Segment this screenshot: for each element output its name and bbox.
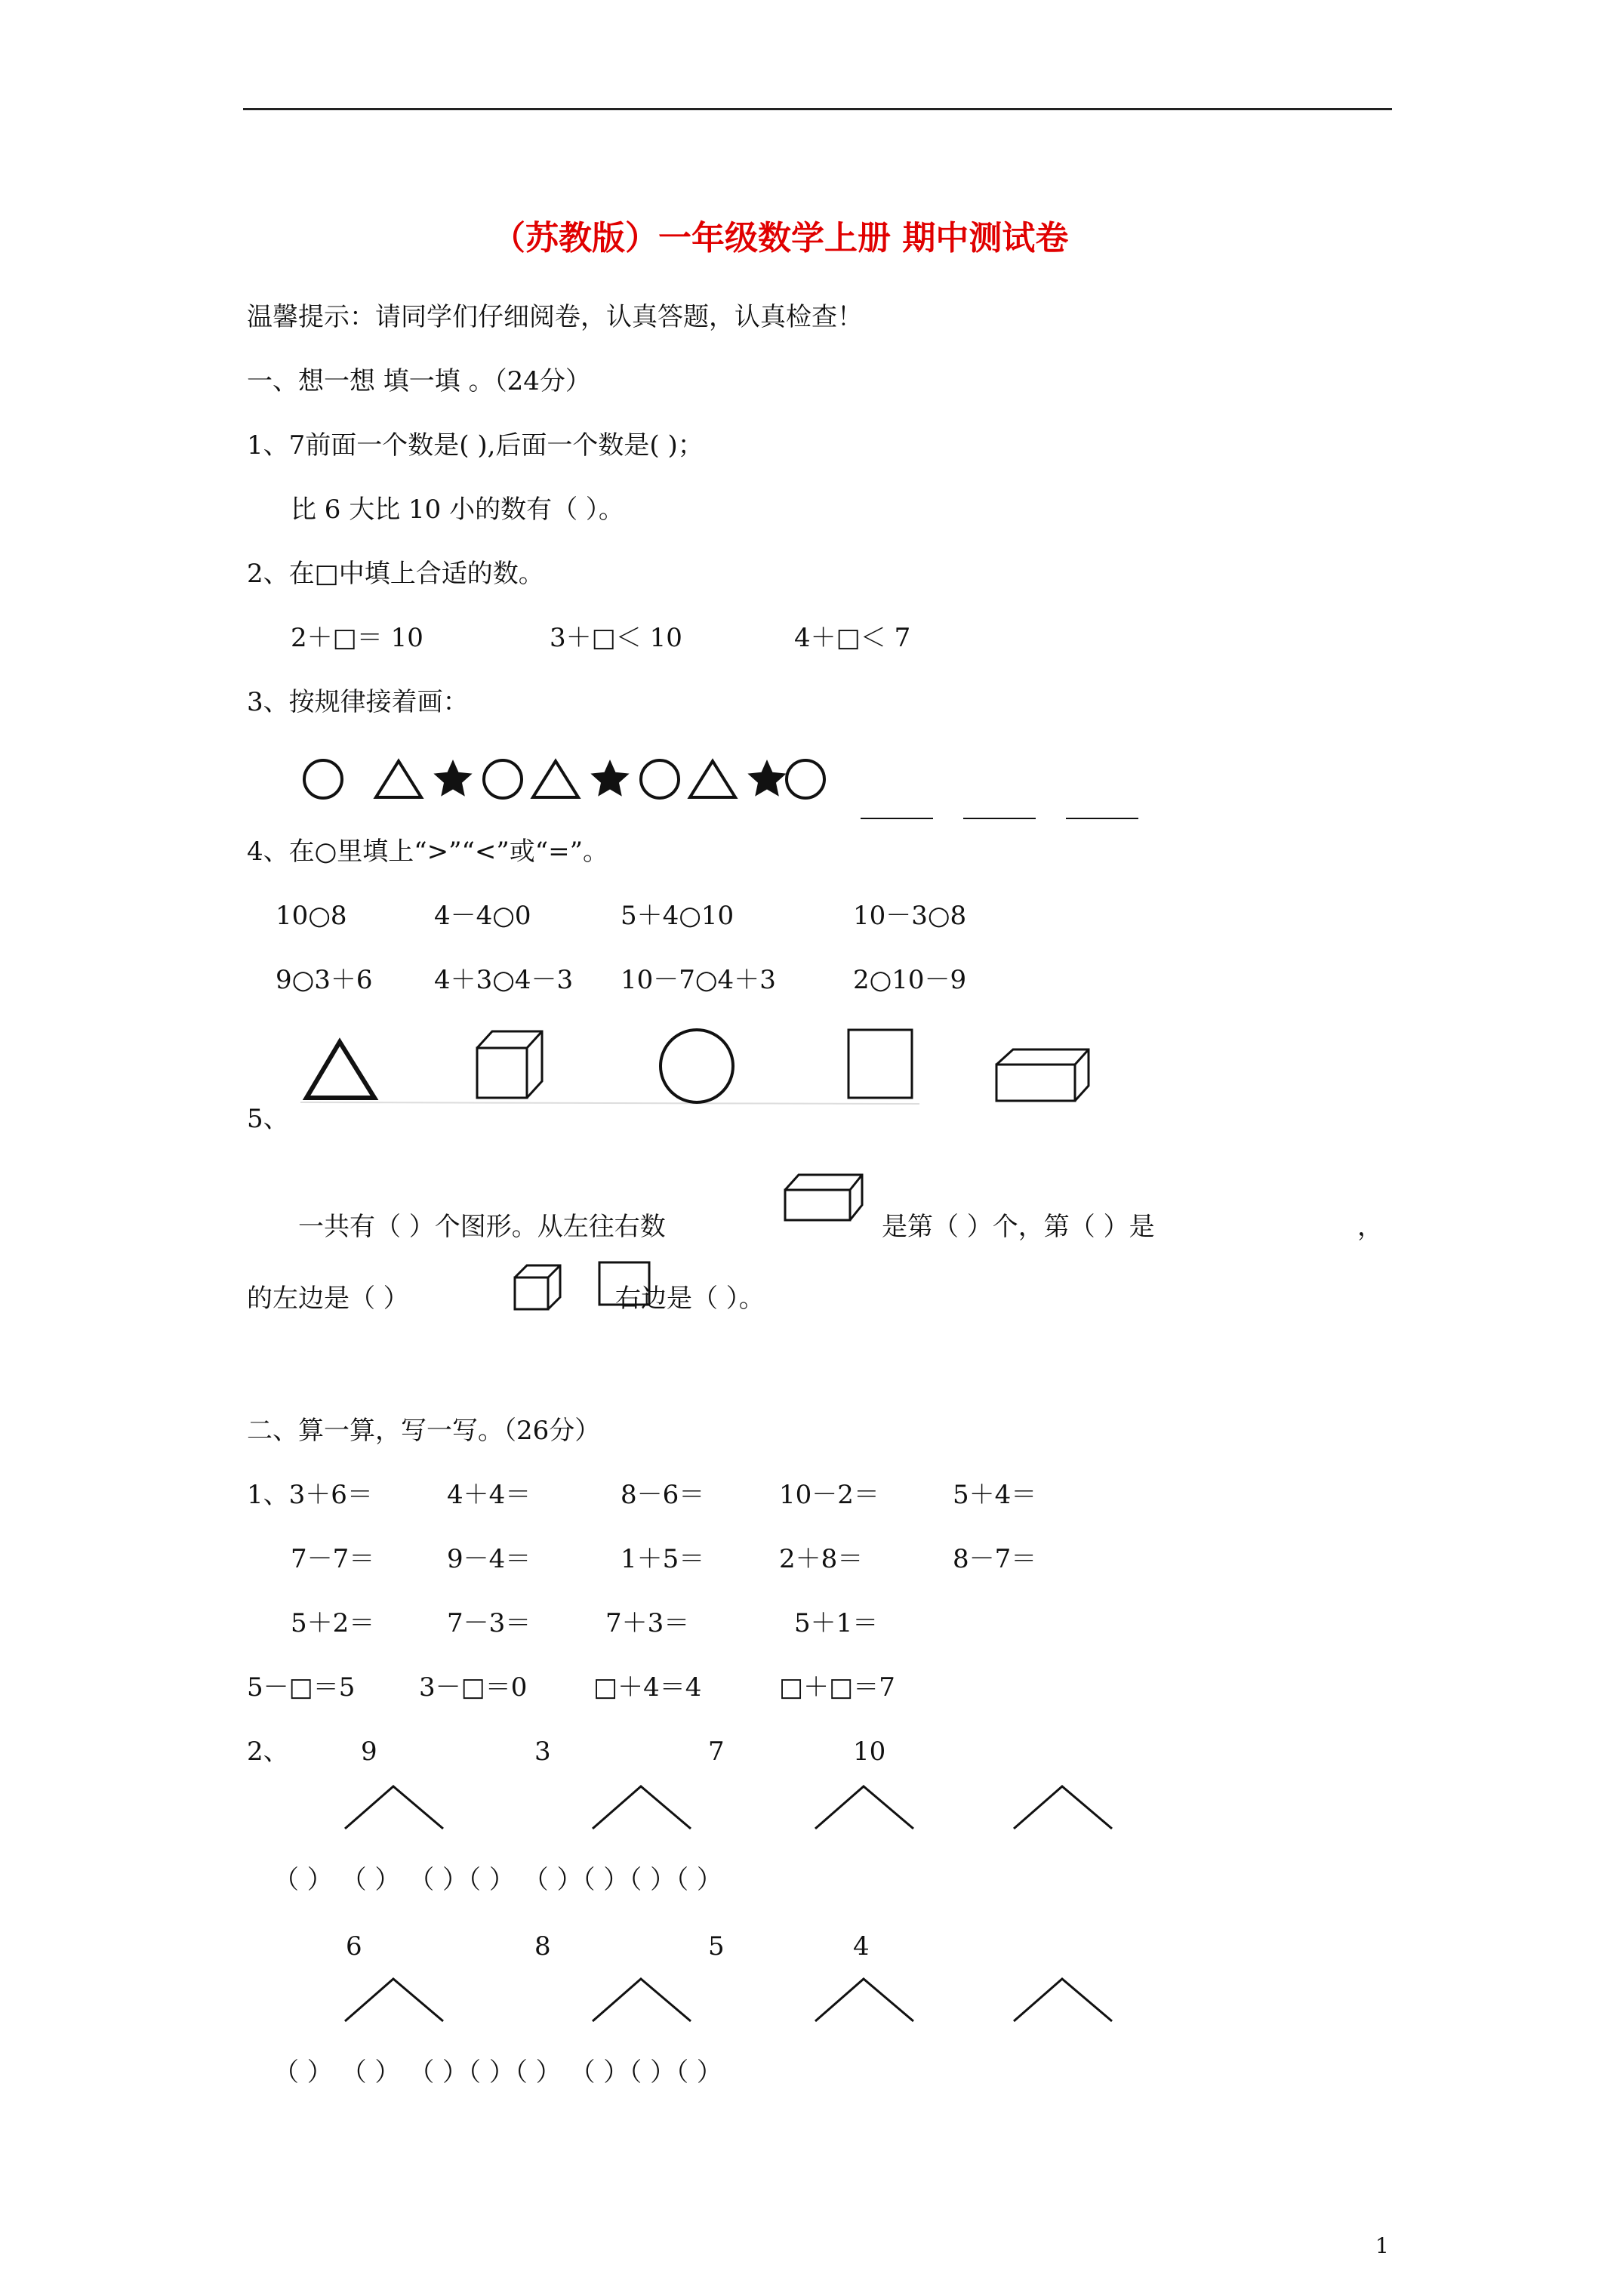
page-number: 1 xyxy=(1375,2233,1389,2258)
triangle-icon xyxy=(533,761,578,797)
split-branches-bottom xyxy=(343,1974,1121,2027)
branch-icon xyxy=(1014,1979,1112,2021)
q2-split-label: 2、 xyxy=(247,1737,289,1767)
tip-text: 温馨提示：请同学们仔细阅卷，认真答题，认真检查！ xyxy=(247,302,863,332)
q4-item: 4－4○0 xyxy=(434,901,531,931)
calc-item: 3－□＝0 xyxy=(419,1672,528,1703)
split-number: 10 xyxy=(853,1737,886,1767)
circle-icon xyxy=(641,760,679,798)
split-number: 9 xyxy=(361,1737,377,1767)
q4-item: 10－3○8 xyxy=(853,901,967,931)
cube-inline-icon xyxy=(512,1262,565,1312)
star-icon xyxy=(590,760,629,797)
branch-icon xyxy=(593,1786,691,1829)
split-blanks-row: （ ） （ ） （ ）（ ） （ ）（ ）（ ）（ ） xyxy=(273,1865,722,1895)
page-title: （苏教版）一年级数学上册 期中测试卷 xyxy=(492,219,1069,257)
calc-item: 5＋1＝ xyxy=(794,1608,879,1638)
circle-icon xyxy=(787,760,824,798)
calc-item: 7＋3＝ xyxy=(605,1608,690,1638)
branch-icon xyxy=(345,1979,443,2021)
q4-item: 9○3＋6 xyxy=(276,965,373,995)
calc-item: 8－7＝ xyxy=(953,1544,1037,1574)
calc-item: 5＋2＝ xyxy=(291,1608,375,1638)
q5-line1-comma: ， xyxy=(1357,1212,1383,1242)
calc-item: 5－□＝5 xyxy=(247,1672,356,1703)
cube-shape-icon xyxy=(477,1031,542,1098)
q5-shapes xyxy=(300,1021,1093,1115)
split-number: 5 xyxy=(708,1931,725,1962)
q5-line2-a: 的左边是（ ） xyxy=(247,1284,409,1314)
circle-shape-icon xyxy=(661,1030,733,1102)
circle-icon xyxy=(484,760,522,798)
calc-item: 9－4＝ xyxy=(447,1544,531,1574)
header-rule xyxy=(243,108,1392,110)
split-number: 8 xyxy=(534,1931,551,1962)
q5-line2-b: 右边是（ ）。 xyxy=(615,1284,765,1314)
star-icon xyxy=(747,760,786,797)
split-number: 6 xyxy=(346,1931,362,1962)
calc-item: 4＋4＝ xyxy=(447,1480,531,1510)
q4-item: 5＋4○10 xyxy=(621,901,735,931)
cuboid-shape-icon xyxy=(996,1049,1089,1101)
q5-label: 5、 xyxy=(247,1104,289,1134)
q1-line2: 比 6 大比 10 小的数有（ ）。 xyxy=(291,495,624,525)
q3-answer-blanks xyxy=(861,815,1140,823)
calc-item: 5＋4＝ xyxy=(953,1480,1037,1510)
q5-line1-b: 是第（ ）个，第（ ）是 xyxy=(882,1212,1155,1242)
triangle-shape-icon xyxy=(306,1042,374,1098)
calc-item: □＋4＝4 xyxy=(593,1672,702,1703)
q2-item: 4＋□＜ 7 xyxy=(794,623,911,653)
q4-item: 10－7○4＋3 xyxy=(621,965,776,995)
q2-item: 3＋□＜ 10 xyxy=(550,623,682,653)
branch-icon xyxy=(1014,1786,1112,1829)
calc-item: 7－7＝ xyxy=(291,1544,375,1574)
q3-pattern xyxy=(298,754,842,806)
calc-item: 10－2＝ xyxy=(779,1480,879,1510)
q4-heading: 4、在○里填上“>”“<”或“=”。 xyxy=(247,837,609,867)
calc-item: 1＋5＝ xyxy=(621,1544,705,1574)
q2-heading: 2、在□中填上合适的数。 xyxy=(247,559,544,589)
split-number: 3 xyxy=(534,1737,551,1767)
calc-item: 2＋8＝ xyxy=(779,1544,864,1574)
q1-line1: 1、7前面一个数是( ),后面一个数是( )； xyxy=(247,430,704,461)
triangle-icon xyxy=(690,761,735,797)
q5-line1-a: 一共有（ ）个图形。从左往右数 xyxy=(298,1212,666,1242)
star-icon xyxy=(433,760,472,797)
branch-icon xyxy=(815,1979,913,2021)
branch-icon xyxy=(593,1979,691,2021)
calc-item: □＋□＝7 xyxy=(779,1672,895,1703)
triangle-icon xyxy=(376,761,421,797)
section2-heading: 二、算一算，写一写。（26分） xyxy=(247,1416,601,1446)
circle-icon xyxy=(304,760,342,798)
q4-item: 10○8 xyxy=(276,901,347,931)
q4-item: 2○10－9 xyxy=(853,965,967,995)
calc-item: 1、3＋6＝ xyxy=(247,1480,373,1510)
calc-item: 7－3＝ xyxy=(447,1608,531,1638)
cuboid-inline-icon xyxy=(782,1169,865,1223)
split-blanks-row: （ ） （ ） （ ）（ ）（ ） （ ）（ ）（ ） xyxy=(273,2057,722,2088)
q4-item: 4＋3○4－3 xyxy=(434,965,574,995)
split-number: 7 xyxy=(708,1737,725,1767)
split-number: 4 xyxy=(853,1931,870,1962)
split-branches-top xyxy=(343,1782,1121,1835)
section1-heading: 一、想一想 填一填 。（24分） xyxy=(247,366,591,396)
q3-heading: 3、按规律接着画： xyxy=(247,687,469,717)
branch-icon xyxy=(815,1786,913,1829)
branch-icon xyxy=(345,1786,443,1829)
square-shape-icon xyxy=(848,1030,912,1098)
q2-item: 2＋□＝ 10 xyxy=(291,623,423,653)
calc-item: 8－6＝ xyxy=(621,1480,705,1510)
